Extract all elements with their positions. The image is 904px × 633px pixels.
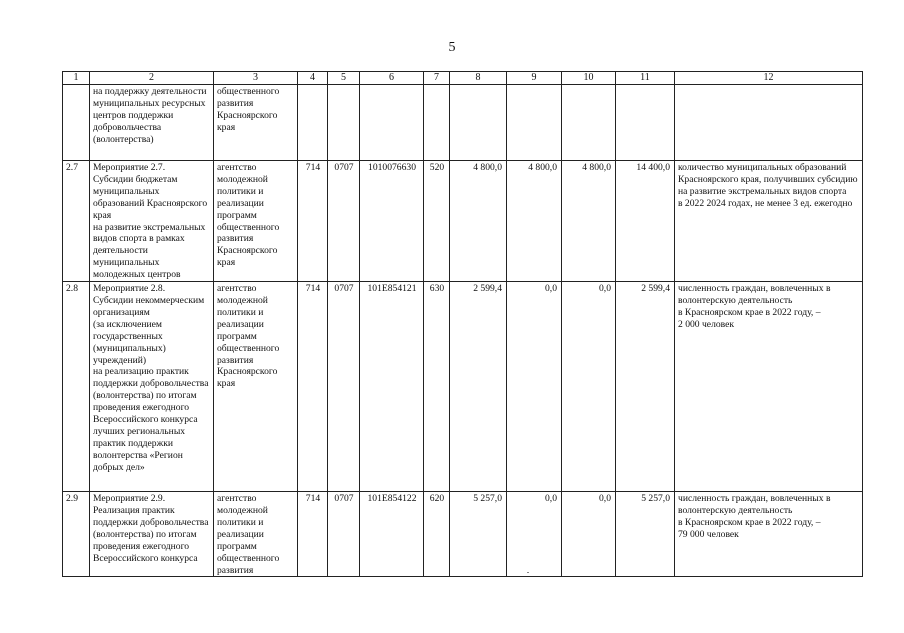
rzpr-code: 0707 <box>328 161 360 282</box>
table-row <box>63 492 863 577</box>
executor: агентство молодежной политики и реализации программ общественного развития Красноярского края <box>214 161 298 282</box>
scan-speck <box>527 572 529 573</box>
executor: агентство молодежной политики и реализации программ общественного развития Красноярского края <box>214 282 298 492</box>
measure-name: Мероприятие 2.7. Субсидии бюджетам муниципальных образований Красноярского края на развитие экстремальных видов спорта в рамках деятельности муниципальных молодежных центров <box>90 161 214 282</box>
column-header: 3 <box>214 72 298 85</box>
amount-total <box>616 85 675 161</box>
executor: общественного развития Красноярского края <box>214 85 298 161</box>
amount-total: 14 400,0 <box>616 161 675 282</box>
grbs-code: 714 <box>298 282 328 492</box>
amount-2024: 4 800,0 <box>562 161 616 282</box>
column-header: 7 <box>424 72 450 85</box>
rzpr-code <box>328 85 360 161</box>
table-row <box>63 161 863 282</box>
amount-2022: 5 257,0 <box>450 492 507 577</box>
column-header: 8 <box>450 72 507 85</box>
amount-2022: 2 599,4 <box>450 282 507 492</box>
expected-result: численность граждан, вовлеченных в волонтерскую деятельность в Красноярском крае в 2022 году, – 79 000 человек <box>675 492 863 577</box>
column-header: 6 <box>360 72 424 85</box>
amount-2023 <box>507 85 562 161</box>
amount-2024: 0,0 <box>562 282 616 492</box>
executor: агентство молодежной политики и реализации программ общественного развития <box>214 492 298 577</box>
measure-name: Мероприятие 2.8. Субсидии некоммерческим организациям (за исключением государственных (муниципальных) учреждений) на реализацию практик поддержки добровольчества (волонтерства) по итогам проведения ежегодного Всероссийского конкурса лучших региональных практик поддержки волонтерства «Регион добрых дел» <box>90 282 214 492</box>
expected-result <box>675 85 863 161</box>
column-header: 10 <box>562 72 616 85</box>
row-number: 2.8 <box>63 282 90 492</box>
column-header: 11 <box>616 72 675 85</box>
column-header: 2 <box>90 72 214 85</box>
row-number: 2.9 <box>63 492 90 577</box>
table-row <box>63 85 863 161</box>
vr-code: 620 <box>424 492 450 577</box>
amount-2023: 4 800,0 <box>507 161 562 282</box>
grbs-code: 714 <box>298 161 328 282</box>
table-row <box>63 282 863 492</box>
vr-code: 630 <box>424 282 450 492</box>
row-number <box>63 85 90 161</box>
expected-result: количество муниципальных образований Красноярского края, получивших субсидию на развитие экстремальных видов спорта в 2022 2024 годах, не менее 3 ед. ежегодно <box>675 161 863 282</box>
amount-2023: 0,0 <box>507 492 562 577</box>
amount-2022: 4 800,0 <box>450 161 507 282</box>
measure-name: на поддержку деятельности муниципальных ресурсных центров поддержки добровольчества (волонтерства) <box>90 85 214 161</box>
csr-code: 101E854122 <box>360 492 424 577</box>
column-header: 4 <box>298 72 328 85</box>
vr-code: 520 <box>424 161 450 282</box>
rzpr-code: 0707 <box>328 282 360 492</box>
amount-2024 <box>562 85 616 161</box>
column-header: 9 <box>507 72 562 85</box>
csr-code <box>360 85 424 161</box>
grbs-code <box>298 85 328 161</box>
column-header: 5 <box>328 72 360 85</box>
csr-code: 1010076630 <box>360 161 424 282</box>
amount-2023: 0,0 <box>507 282 562 492</box>
amount-total: 2 599,4 <box>616 282 675 492</box>
amount-2024: 0,0 <box>562 492 616 577</box>
measure-name: Мероприятие 2.9. Реализация практик поддержки добровольчества (волонтерства) по итогам проведения ежегодного Всероссийского конкурса <box>90 492 214 577</box>
vr-code <box>424 85 450 161</box>
amount-total: 5 257,0 <box>616 492 675 577</box>
csr-code: 101E854121 <box>360 282 424 492</box>
row-number: 2.7 <box>63 161 90 282</box>
program-measures-table <box>62 71 863 577</box>
table-header-row <box>63 72 863 85</box>
rzpr-code: 0707 <box>328 492 360 577</box>
amount-2022 <box>450 85 507 161</box>
page-number: 5 <box>448 40 456 55</box>
column-header: 1 <box>63 72 90 85</box>
column-header: 12 <box>675 72 863 85</box>
grbs-code: 714 <box>298 492 328 577</box>
expected-result: численность граждан, вовлеченных в волонтерскую деятельность в Красноярском крае в 2022 году, – 2 000 человек <box>675 282 863 492</box>
